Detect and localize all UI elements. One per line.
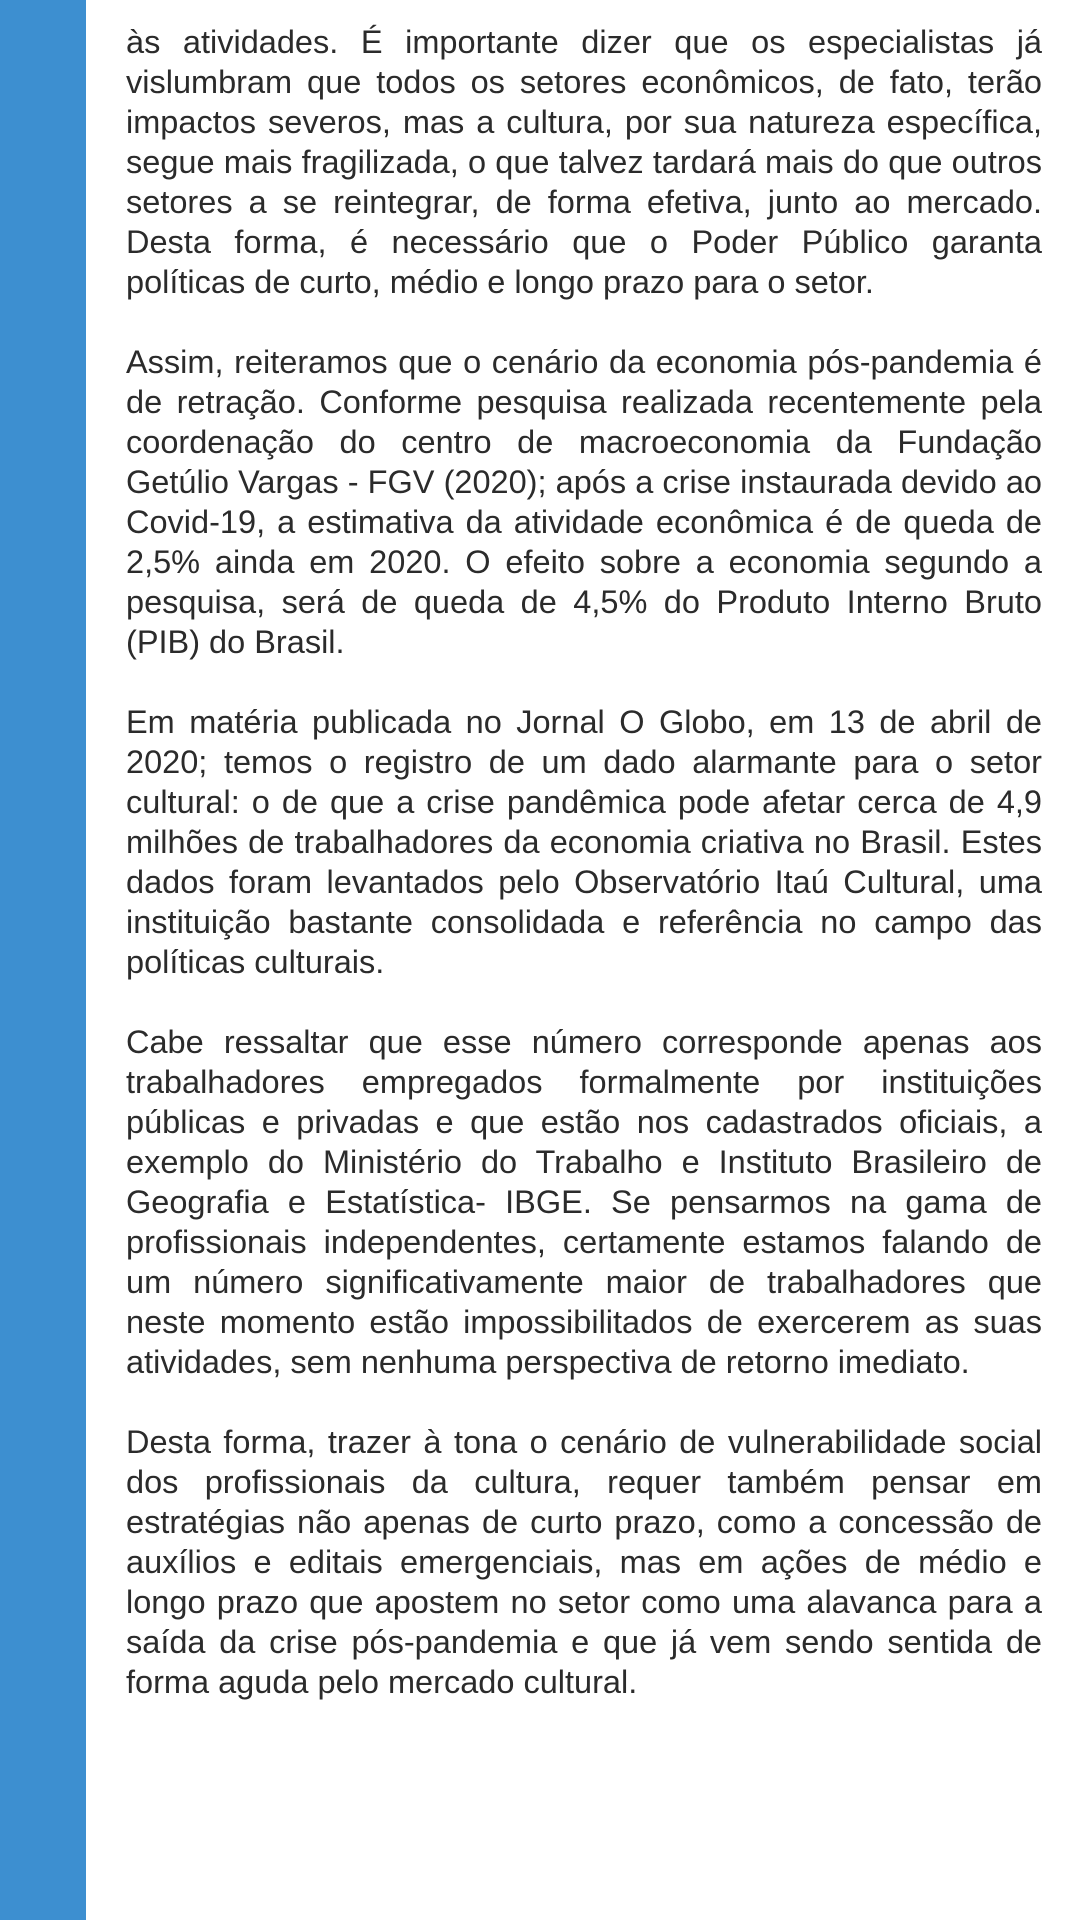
paragraph-3: Em matéria publicada no Jornal O Globo, em 13 de abril de 2020; temos o registro de um dado alarmante para o setor cultural: o de que a crise pandêmica pode afetar cerca de 4,9 milhões de trabalhadores da economia criativa no Brasil. Estes dados foram levantados pelo Observatório Itaú Cultural, uma instituição bastante consolidada e referência no campo das políticas culturais. (126, 704, 1042, 980)
side-color-bar (0, 0, 86, 1920)
paragraph-5: Desta forma, trazer à tona o cenário de vulnerabilidade social dos profissionais da cultura, requer também pensar em estratégias não apenas de curto prazo, como a concessão de auxílios e editais emergenciais, mas em ações de médio e longo prazo que apostem no setor como uma alavanca para a saída da crise pós-pandemia e que já vem sendo sentida de forma aguda pelo mercado cultural. (126, 1424, 1042, 1700)
paragraph-4: Cabe ressaltar que esse número corresponde apenas aos trabalhadores empregados formalmente por instituições públicas e privadas e que estão nos cadastrados oficiais, a exemplo do Ministério do Trabalho e Instituto Brasileiro de Geografia e Estatística- IBGE. Se pensarmos na gama de profissionais independentes, certamente estamos falando de um número significativamente maior de trabalhadores que neste momento estão impossibilitados de exercerem as suas atividades, sem nenhuma perspectiva de retorno imediato. (126, 1024, 1042, 1380)
document-body (126, 22, 1042, 1742)
paragraph-2: Assim, reiteramos que o cenário da economia pós-pandemia é de retração. Conforme pesquisa realizada recentemente pela coordenação do centro de macroeconomia da Fundação Getúlio Vargas - FGV (2020); após a crise instaurada devido ao Covid-19, a estimativa da atividade econômica é de queda de 2,5% ainda em 2020. O efeito sobre a economia segundo a pesquisa, será de queda de 4,5% do Produto Interno Bruto (PIB) do Brasil. (126, 344, 1042, 660)
paragraph-1: às atividades. É importante dizer que os especialistas já vislumbram que todos os setores econômicos, de fato, terão impactos severos, mas a cultura, por sua natureza específica, segue mais fragilizada, o que talvez tardará mais do que outros setores a se reintegrar, de forma efetiva, junto ao mercado. Desta forma, é necessário que o Poder Público garanta políticas de curto, médio e longo prazo para o setor. (126, 24, 1042, 300)
